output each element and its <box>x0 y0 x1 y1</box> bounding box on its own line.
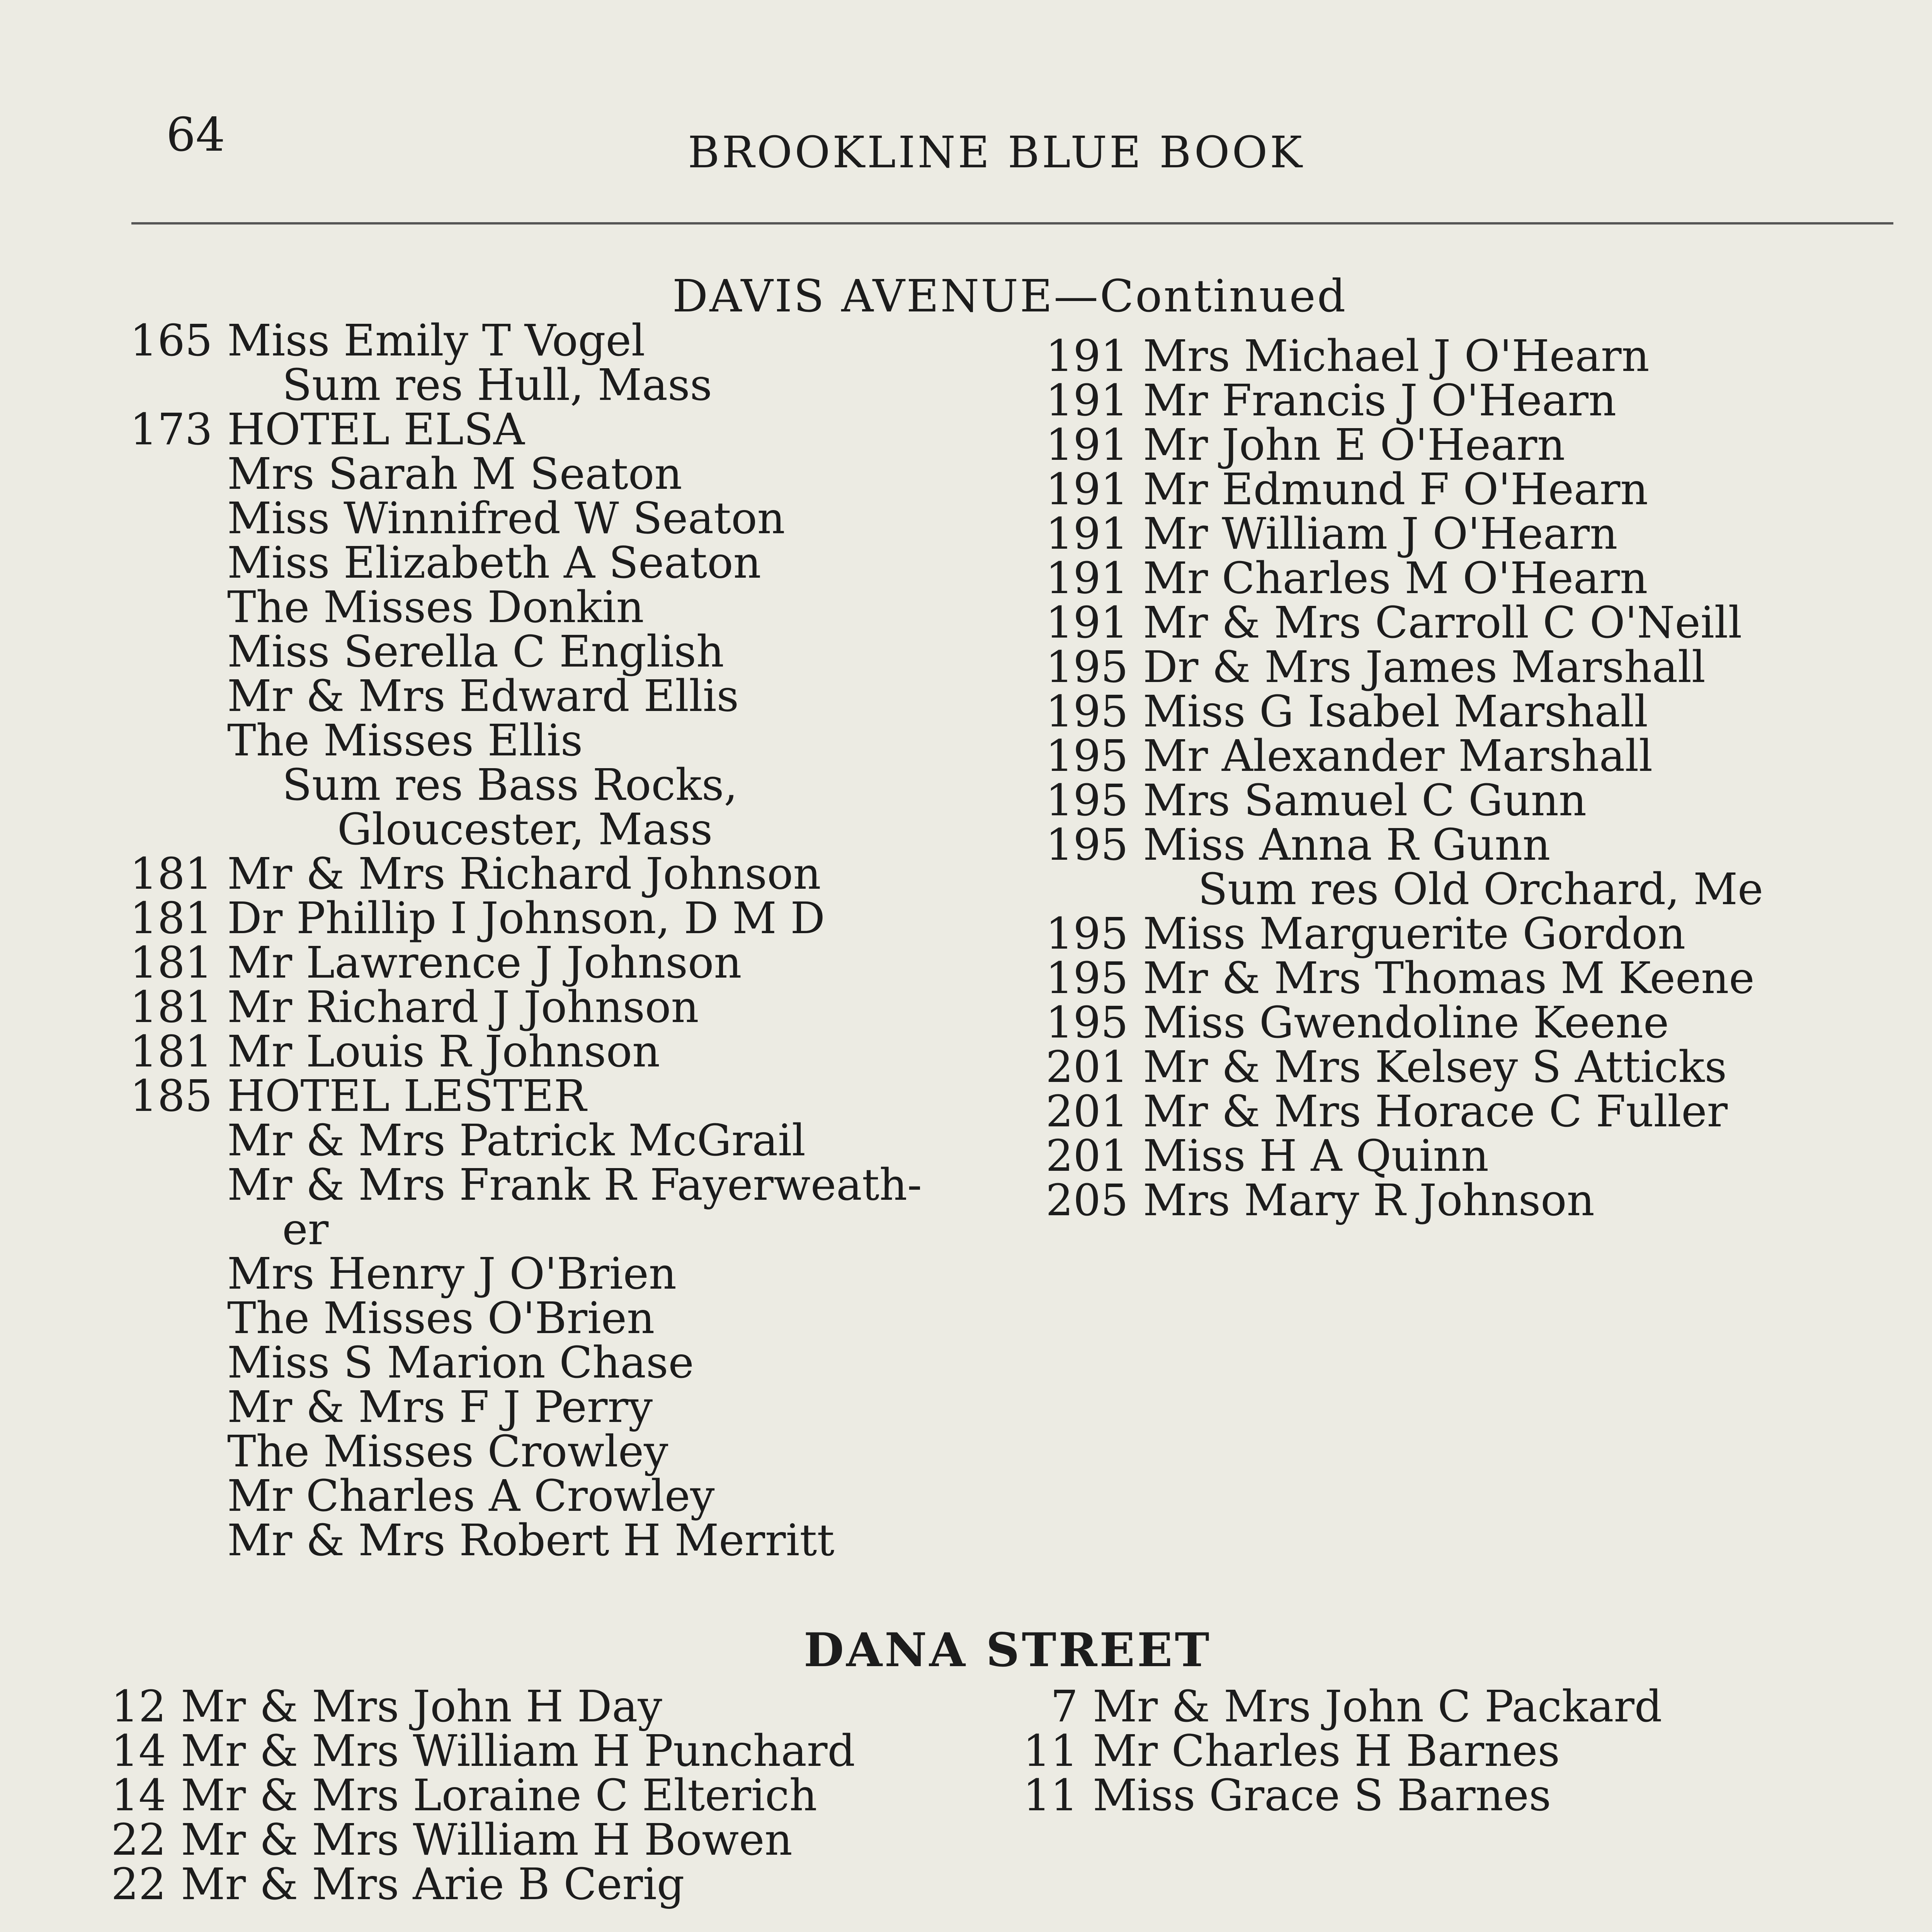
directory-entry <box>1028 420 1763 470</box>
directory-entry <box>1028 1131 1763 1181</box>
resident-name: Sum res Old Orchard, Me <box>1143 864 1764 915</box>
resident-name: Mr & Mrs Richard Johnson <box>227 849 821 899</box>
directory-entry <box>116 360 922 410</box>
resident-name: Mr & Mrs Thomas M Keene <box>1143 953 1755 1003</box>
directory-entry <box>1028 331 1763 381</box>
resident-name: Miss Grace S Barnes <box>1093 1770 1551 1821</box>
resident-name: The Misses Crowley <box>227 1427 668 1477</box>
directory-entry <box>116 405 922 455</box>
resident-name: Miss G Isabel Marshall <box>1143 687 1648 737</box>
house-number: 195 <box>1046 909 1128 959</box>
directory-entry <box>1028 1175 1763 1226</box>
dana-right-column <box>1012 1682 1662 1821</box>
resident-name: Mr Louis R Johnson <box>227 1027 660 1077</box>
resident-name: HOTEL ELSA <box>227 405 525 455</box>
directory-entry <box>1028 731 1763 781</box>
directory-entry <box>100 1859 855 1910</box>
directory-entry <box>116 716 922 766</box>
davis-right-column <box>1028 331 1764 1226</box>
resident-name: Mr & Mrs Patrick McGrail <box>227 1116 806 1166</box>
directory-entry <box>116 982 922 1032</box>
house-number: 191 <box>1046 598 1128 648</box>
directory-entry <box>100 1770 855 1821</box>
directory-entry <box>1012 1682 1662 1732</box>
resident-name: Mr & Mrs William H Bowen <box>181 1815 793 1865</box>
directory-entry <box>116 1071 922 1121</box>
directory-entry <box>1028 864 1764 915</box>
directory-entry <box>116 893 922 944</box>
resident-name: Miss Emily T Vogel <box>227 316 645 366</box>
resident-name: Mr Alexander Marshall <box>1143 731 1653 781</box>
house-number: 22 <box>111 1815 166 1865</box>
resident-name: Miss Marguerite Gordon <box>1143 909 1686 959</box>
directory-entry <box>1012 1770 1662 1821</box>
resident-name: Mrs Mary R Johnson <box>1143 1175 1595 1226</box>
resident-name: Mr John E O'Hearn <box>1143 420 1565 470</box>
resident-name: Mr & Mrs F J Perry <box>227 1382 653 1432</box>
directory-entry <box>100 1726 855 1776</box>
directory-entry <box>116 1338 922 1388</box>
directory-entry <box>116 1427 922 1477</box>
house-number: 195 <box>1046 731 1128 781</box>
resident-name: Mr & Mrs Loraine C Elterich <box>181 1770 817 1821</box>
resident-name: Mr & Mrs Carroll C O'Neill <box>1143 598 1742 648</box>
house-number: 191 <box>1046 464 1128 515</box>
house-number: 195 <box>1046 953 1128 1003</box>
resident-name: Mrs Michael J O'Hearn <box>1143 331 1650 381</box>
directory-entry <box>1028 376 1763 426</box>
resident-name: Mr Richard J Johnson <box>227 982 699 1032</box>
house-number: 191 <box>1046 420 1128 470</box>
resident-name: Mr Charles H Barnes <box>1093 1726 1560 1776</box>
resident-name: Gloucester, Mass <box>227 804 713 855</box>
house-number: 205 <box>1046 1175 1128 1226</box>
directory-entry <box>1028 509 1763 559</box>
house-number: 181 <box>130 893 213 944</box>
house-number: 195 <box>1046 687 1128 737</box>
resident-name: Mr Lawrence J Johnson <box>227 938 742 988</box>
resident-name: Miss Elizabeth A Seaton <box>227 538 761 588</box>
house-number: 195 <box>1046 776 1128 826</box>
running-head: BROOKLINE BLUE BOOK <box>688 128 1304 178</box>
directory-entry <box>1028 953 1763 1003</box>
house-number: 181 <box>130 1027 213 1077</box>
directory-entry <box>1028 820 1763 870</box>
resident-name: Mrs Henry J O'Brien <box>227 1249 677 1299</box>
directory-entry <box>116 582 922 633</box>
resident-name: Mr Edmund F O'Hearn <box>1143 464 1648 515</box>
resident-name: Mr & Mrs Arie B Cerig <box>181 1859 685 1910</box>
resident-name: Mr William J O'Hearn <box>1143 509 1618 559</box>
page-number: 64 <box>166 108 225 162</box>
directory-entry <box>116 1027 922 1077</box>
resident-name: Mr & Mrs Frank R Fayerweath- <box>227 1160 922 1210</box>
resident-name: Mrs Samuel C Gunn <box>1143 776 1587 826</box>
directory-entry <box>116 1249 922 1299</box>
resident-name: Miss H A Quinn <box>1143 1131 1489 1181</box>
resident-name: Miss Anna R Gunn <box>1143 820 1551 870</box>
resident-name: Mr & Mrs William H Punchard <box>181 1726 855 1776</box>
directory-entry <box>116 538 922 588</box>
house-number: 191 <box>1046 553 1128 604</box>
resident-name: Mr & Mrs Horace C Fuller <box>1143 1087 1728 1137</box>
house-number: 195 <box>1046 998 1128 1048</box>
house-number: 7 <box>1050 1682 1078 1732</box>
directory-entry <box>1028 687 1763 737</box>
directory-entry <box>116 938 922 988</box>
house-number: 185 <box>130 1071 213 1121</box>
directory-entry <box>116 1471 922 1521</box>
resident-name: Sum res Bass Rocks, <box>227 760 738 810</box>
house-number: 22 <box>111 1859 166 1910</box>
resident-name: Dr & Mrs James Marshall <box>1143 642 1706 692</box>
house-number: 181 <box>130 938 213 988</box>
house-number: 191 <box>1046 376 1128 426</box>
resident-name: The Misses Donkin <box>227 582 644 633</box>
house-number: 191 <box>1046 509 1128 559</box>
house-number: 11 <box>1023 1770 1078 1821</box>
directory-entry <box>116 449 922 499</box>
house-number: 12 <box>111 1682 166 1732</box>
directory-entry <box>100 1815 855 1865</box>
directory-entry <box>116 627 922 677</box>
directory-entry <box>1012 1726 1662 1776</box>
house-number: 165 <box>130 316 213 366</box>
section-title-dana: DANA STREET <box>804 1623 1212 1677</box>
directory-entry <box>116 1293 922 1344</box>
house-number: 14 <box>111 1726 166 1776</box>
resident-name: Mr Charles A Crowley <box>227 1471 715 1521</box>
resident-name: Sum res Hull, Mass <box>227 360 713 410</box>
resident-name: The Misses O'Brien <box>227 1293 655 1344</box>
directory-entry <box>1028 598 1763 648</box>
resident-name: Mr Francis J O'Hearn <box>1143 376 1617 426</box>
resident-name: Miss Gwendoline Keene <box>1143 998 1669 1048</box>
directory-entry <box>1028 909 1763 959</box>
directory-entry <box>116 849 922 899</box>
directory-entry <box>116 493 922 544</box>
directory-entry <box>116 804 922 855</box>
resident-name: Mrs Sarah M Seaton <box>227 449 682 499</box>
dana-left-column <box>100 1682 855 1910</box>
directory-entry <box>100 1682 855 1732</box>
header-rule <box>131 222 1893 224</box>
house-number: 14 <box>111 1770 166 1821</box>
house-number: 11 <box>1023 1726 1078 1776</box>
resident-name: Mr & Mrs John C Packard <box>1093 1682 1662 1732</box>
directory-entry <box>1028 642 1763 692</box>
resident-name: Mr Charles M O'Hearn <box>1143 553 1648 604</box>
resident-name: Mr & Mrs John H Day <box>181 1682 662 1732</box>
house-number: 181 <box>130 982 213 1032</box>
directory-entry <box>1028 998 1763 1048</box>
directory-entry <box>116 760 922 810</box>
resident-name: Mr & Mrs Kelsey S Atticks <box>1143 1042 1727 1092</box>
directory-entry <box>116 671 922 721</box>
resident-name: er <box>227 1204 329 1255</box>
house-number: 181 <box>130 849 213 899</box>
directory-entry <box>1028 1087 1763 1137</box>
directory-entry <box>1028 776 1763 826</box>
directory-entry <box>1028 553 1763 604</box>
davis-left-column <box>116 316 922 1566</box>
directory-entry <box>116 316 922 366</box>
house-number: 201 <box>1046 1042 1128 1092</box>
section-title-davis: DAVIS AVENUE—Continued <box>672 270 1347 322</box>
house-number: 195 <box>1046 820 1128 870</box>
resident-name: Miss S Marion Chase <box>227 1338 694 1388</box>
resident-name: The Misses Ellis <box>227 716 583 766</box>
directory-entry <box>116 1515 922 1566</box>
resident-name: Mr & Mrs Edward Ellis <box>227 671 739 721</box>
resident-name: HOTEL LESTER <box>227 1071 587 1121</box>
directory-entry <box>116 1116 922 1166</box>
directory-entry <box>1028 1042 1763 1092</box>
house-number: 191 <box>1046 331 1128 381</box>
house-number: 173 <box>130 405 213 455</box>
resident-name: Miss Serella C English <box>227 627 724 677</box>
directory-entry <box>116 1160 922 1210</box>
directory-entry <box>116 1204 922 1255</box>
house-number: 195 <box>1046 642 1128 692</box>
house-number: 201 <box>1046 1131 1128 1181</box>
house-number: 201 <box>1046 1087 1128 1137</box>
directory-entry <box>1028 464 1763 515</box>
resident-name: Mr & Mrs Robert H Merritt <box>227 1515 835 1566</box>
directory-entry <box>116 1382 922 1432</box>
resident-name: Dr Phillip I Johnson, D M D <box>227 893 825 944</box>
resident-name: Miss Winnifred W Seaton <box>227 493 785 544</box>
